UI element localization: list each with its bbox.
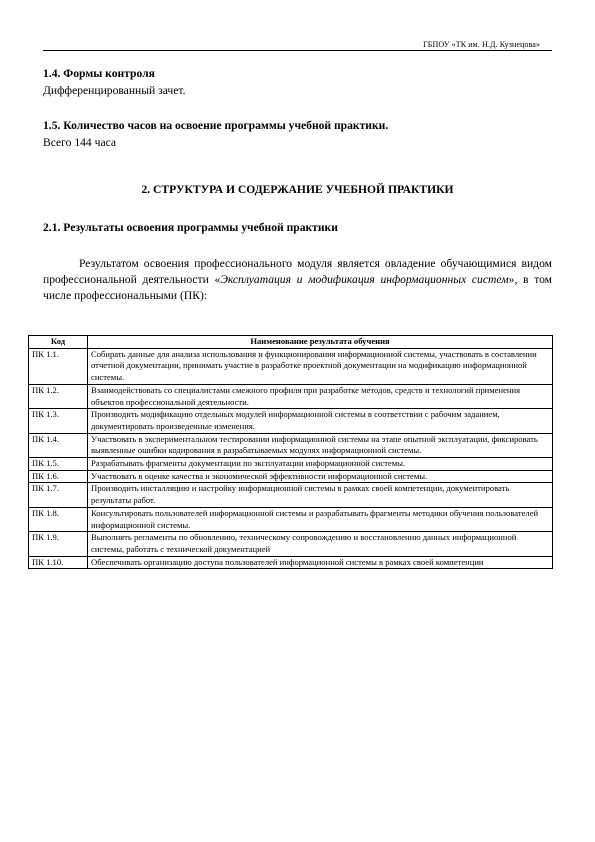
row-code: ПК 1.1. <box>29 348 88 384</box>
table-row <box>29 458 553 471</box>
table-row <box>29 507 553 531</box>
row-text: Обеспечивать организацию доступа пользователей информационной системы в рамках своей компетенции <box>88 556 553 569</box>
row-text: Взаимодействовать со специалистами смежного профиля при разработке методов, средств и технологий применения объектов профессиональной деятельности. <box>88 384 553 408</box>
row-text: Производить инсталляцию и настройку информационной системы в рамках своей компетенции, документировать результаты работ. <box>88 483 553 507</box>
table-row <box>29 556 553 569</box>
table-row <box>29 348 553 384</box>
section-1-4-text: Дифференцированный зачет. <box>43 84 186 97</box>
row-text: Участвовать в экспериментальном тестировании информационной системы на этапе опытной эксплуатации, фиксировать выявленные ошибки кодирования в разрабатываемых модулях информационной системы. <box>88 433 553 457</box>
intro-paragraph-end: », в том числе профессиональными (ПК): <box>43 273 553 302</box>
row-code: ПК 1.9. <box>29 532 88 556</box>
row-code: ПК 1.4. <box>29 433 88 457</box>
competencies-table <box>28 335 553 569</box>
row-code: ПК 1.6. <box>29 470 88 483</box>
intro-paragraph-italic: Эксплуатация и модификация информационных систем <box>220 273 509 286</box>
row-code: ПК 1.10. <box>29 556 88 569</box>
row-code: ПК 1.2. <box>29 384 88 408</box>
row-text: Собирать данные для анализа использования и функционирования информационной системы, участвовать в составлении отчетной документации, принимать участие в разработке проектной документации на модификацию информационной системы. <box>88 348 553 384</box>
page-header: ГБПОУ «ТК им. Н.Д. Кузнецова» <box>423 40 540 49</box>
section-1-5-title: 1.5. Количество часов на освоение программы учебной практики. <box>43 119 389 132</box>
column-header-name: Наименование результата обучения <box>88 336 553 349</box>
table-row <box>29 409 553 433</box>
section-2-title: 2. СТРУКТУРА И СОДЕРЖАНИЕ УЧЕБНОЙ ПРАКТИКИ <box>141 183 454 196</box>
section-1-4-title: 1.4. Формы контроля <box>43 67 155 80</box>
row-text: Выполнять регламенты по обновлению, техническому сопровождению и восстановлению данных информационной системы, работать с технической документацией <box>88 532 553 556</box>
table-row <box>29 433 553 457</box>
table-header-row <box>29 336 553 349</box>
row-code: ПК 1.8. <box>29 507 88 531</box>
section-1-5-text: Всего 144 часа <box>43 136 117 149</box>
table-row <box>29 384 553 408</box>
row-text: Консультировать пользователей информационной системы и разрабатывать фрагменты методики обучения пользователей информационной системы. <box>88 507 553 531</box>
intro-paragraph-start: Результатом освоения профессионального модуля является овладение обучающимися видом профессиональной деятельности « <box>43 257 552 286</box>
row-code: ПК 1.5. <box>29 458 88 471</box>
row-text: Участвовать в оценке качества и экономической эффективности информационной системы. <box>88 470 553 483</box>
header-divider <box>43 50 552 51</box>
intro-paragraph <box>43 256 552 304</box>
row-text: Разрабатывать фрагменты документации по эксплуатации информационной системы. <box>88 458 553 471</box>
table-row <box>29 532 553 556</box>
column-header-code: Код <box>29 336 88 349</box>
table-row <box>29 470 553 483</box>
row-code: ПК 1.3. <box>29 409 88 433</box>
table-row <box>29 483 553 507</box>
row-text: Производить модификацию отдельных модулей информационной системы в соответствии с рабочим заданием, документировать произведенные изменения. <box>88 409 553 433</box>
section-2-1-title: 2.1. Результаты освоения программы учебной практики <box>43 221 338 234</box>
row-code: ПК 1.7. <box>29 483 88 507</box>
